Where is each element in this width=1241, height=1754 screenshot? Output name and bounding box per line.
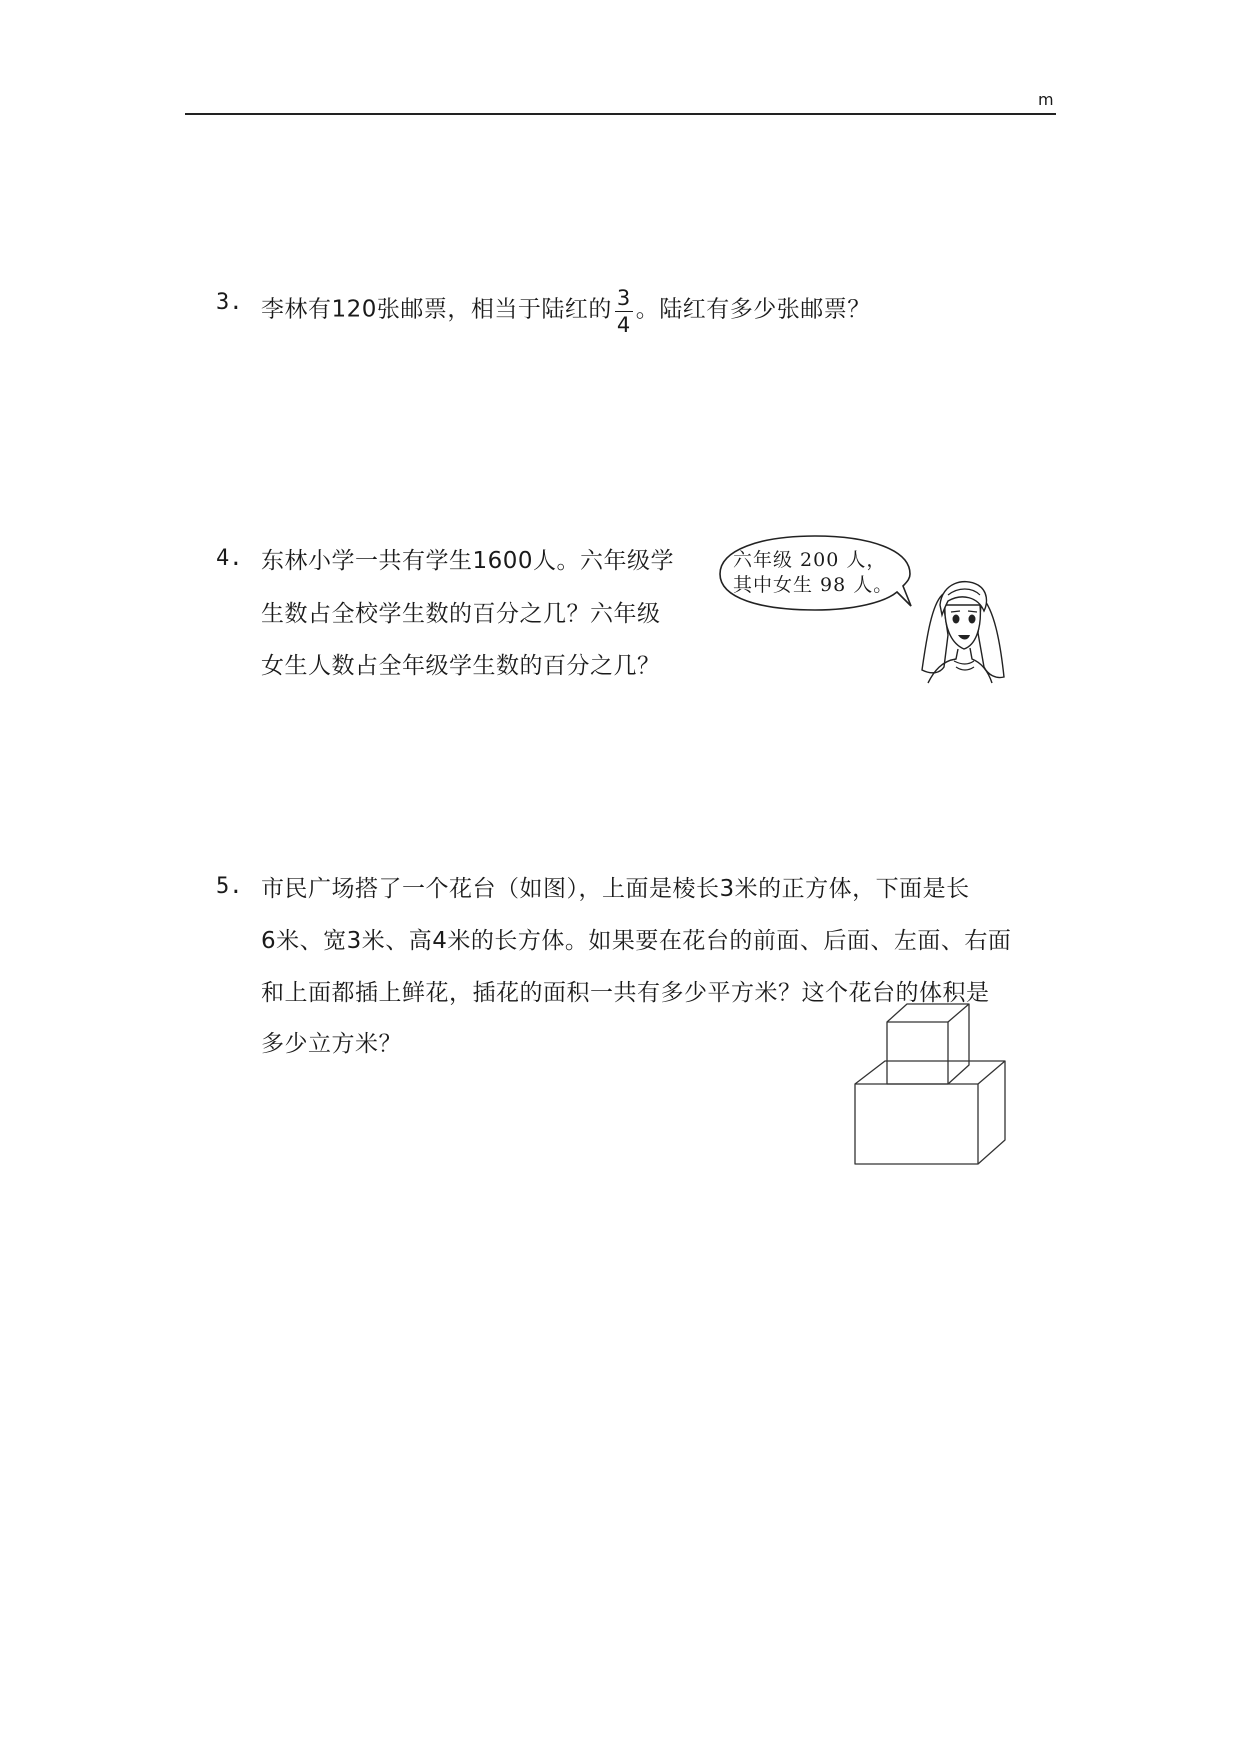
question-5-number: 5. xyxy=(216,874,243,899)
cube-top-edges xyxy=(887,1004,969,1022)
question-5-line-4: 多少立方米？ xyxy=(261,1031,402,1057)
header-mark: m xyxy=(1038,90,1054,109)
cube-side-face xyxy=(948,1004,969,1084)
fraction-denominator: 4 xyxy=(616,313,631,337)
flower-stand-diagram xyxy=(850,995,1010,1170)
question-5-line-3: 和上面都插上鲜花，插花的面积一共有多少平方米？这个花台的体积是 xyxy=(261,980,990,1006)
question-3-number: 3. xyxy=(216,290,243,315)
question-3-text-before: 李林有120张邮票，相当于陆红的 xyxy=(261,296,612,323)
girl-illustration xyxy=(912,575,1012,685)
question-5-line-2: 6米、宽3米、高4米的长方体。如果要在花台的前面、后面、左面、右面 xyxy=(261,928,1012,954)
speech-bubble-line-1: 六年级 200 人， xyxy=(733,549,887,571)
question-3-text xyxy=(261,286,871,337)
cube-front-face xyxy=(887,1022,948,1084)
question-3-text-after: 。陆红有多少张邮票？ xyxy=(635,296,871,323)
cuboid-top-edges xyxy=(855,1061,1005,1084)
fraction-three-quarters xyxy=(615,288,633,336)
cuboid-side-face xyxy=(978,1061,1005,1164)
question-4-number: 4. xyxy=(216,546,243,571)
speech-bubble-line-2: 其中女生 98 人。 xyxy=(733,574,894,596)
header-rule xyxy=(185,113,1056,115)
question-4-line-2: 生数占全校学生数的百分之几？六年级 xyxy=(261,601,661,627)
question-5-line-1: 市民广场搭了一个花台（如图），上面是棱长3米的正方体，下面是长 xyxy=(261,876,970,902)
fraction-numerator: 3 xyxy=(616,286,631,310)
question-4-line-1: 东林小学一共有学生1600人。六年级学 xyxy=(261,548,675,574)
question-4-line-3: 女生人数占全年级学生数的百分之几？ xyxy=(261,653,661,679)
cuboid-front-face xyxy=(855,1084,978,1164)
